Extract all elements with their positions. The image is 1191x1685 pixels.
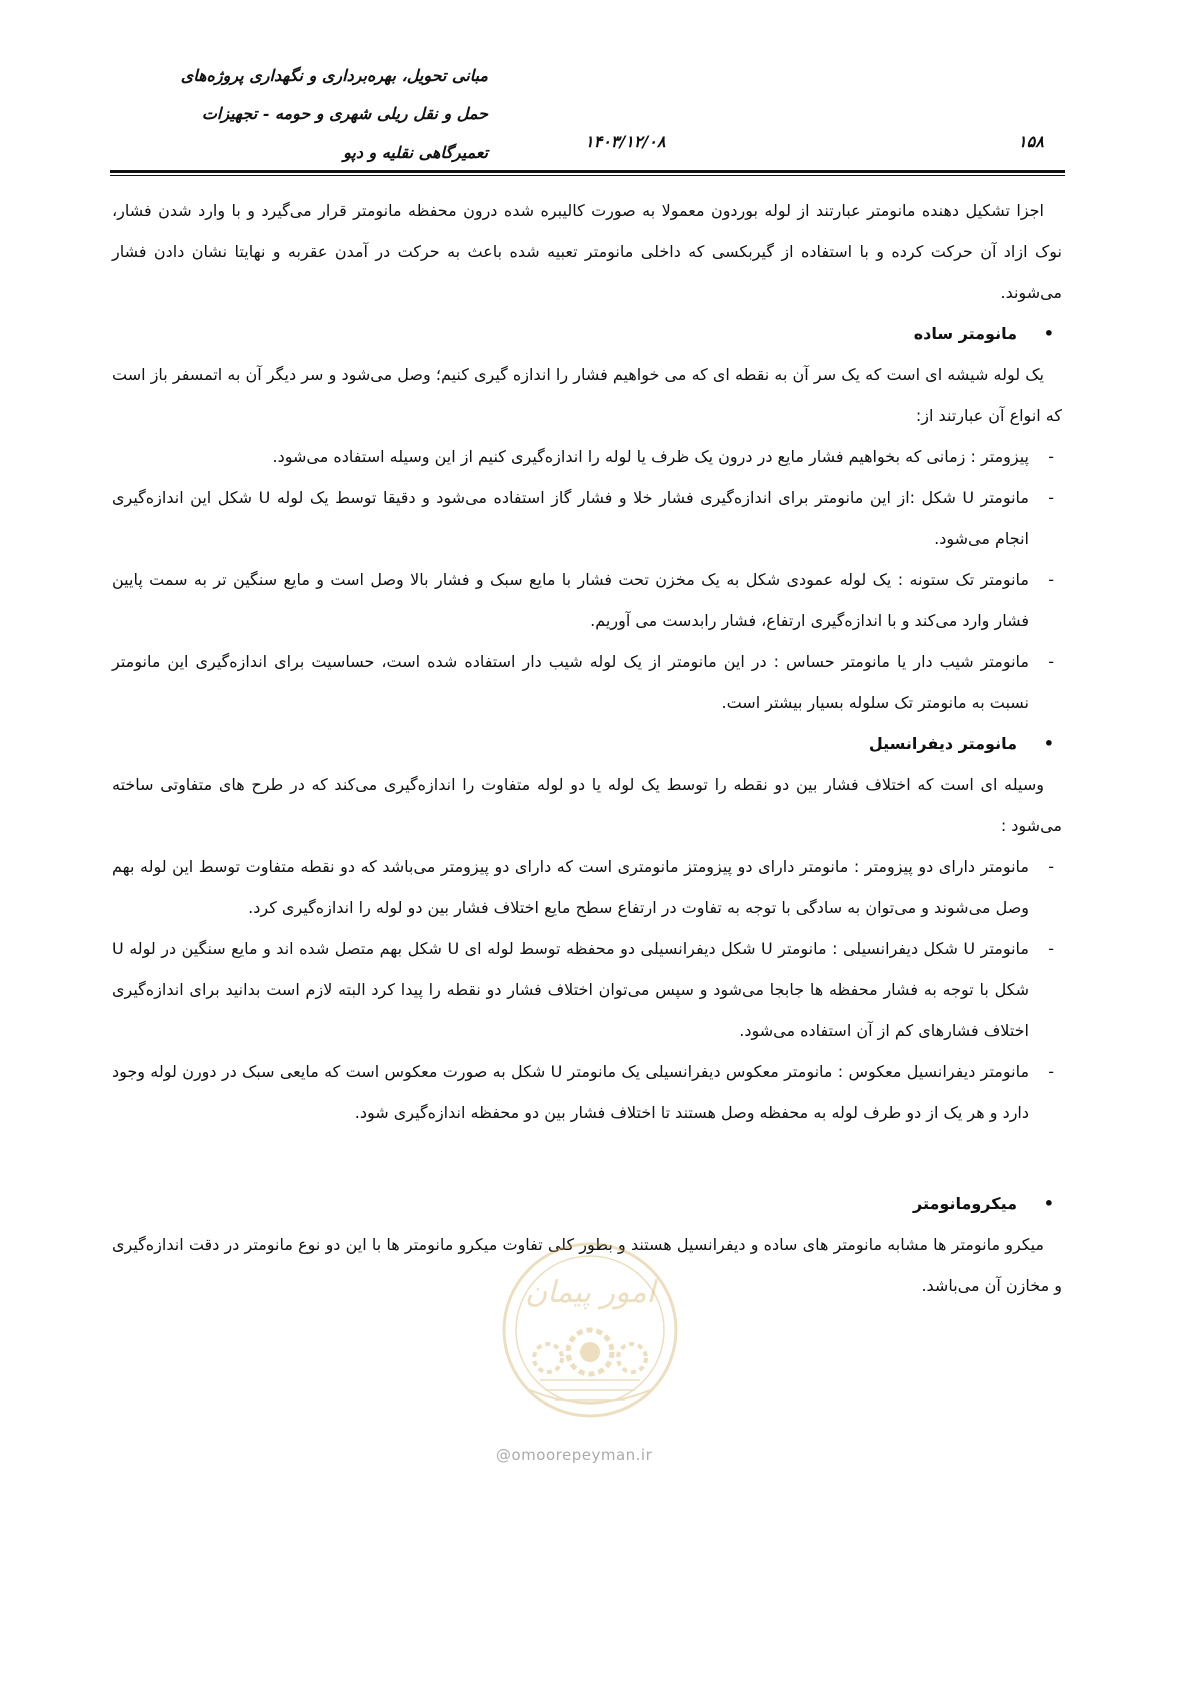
page-number: ۱۵۸ [1018, 132, 1044, 151]
dash-icon: - [1048, 857, 1054, 876]
dash-icon: - [1048, 652, 1054, 671]
list-item [112, 846, 1062, 928]
list-item-text: پیزومتر : زمانی که بخواهیم فشار مایع در درون یک ظرف یا لوله را اندازه‌گیری کنیم از این وسیله استفاده می‌شود. [272, 447, 1029, 466]
bullet-icon: • [1043, 1194, 1054, 1213]
list-item [112, 641, 1062, 723]
list-item-text: مانومتر دیفرانسیل معکوس : مانومتر معکوس دیفرانسیلی یک مانومتر U شکل به صورت معکوس است که مایعی سبک در دورن لوله وجود دارد و هر یک از دو طرف لوله به محفظه وصل هستند تا اختلاف فشار بین دو محفظه اندازه‌گیری شود. [112, 1062, 1030, 1122]
watermark-logo-label: امور پیمان [525, 1275, 655, 1310]
list-item [112, 1051, 1062, 1133]
list-item-text: مانومتر دارای دو پیزومتر : مانومتر دارای دو پیزومتز مانومتری است که دارای دو پیزومتر می‌باشد که دو نقطه متفاوت توسط این لوله بهم وصل می‌شوند و می‌توان به سادگی با توجه به تفاوت در ارتفاع سطح مایع اختلاف فشار بین دو لوله را اندازه‌گیری کرد. [112, 857, 1029, 917]
dash-icon: - [1048, 939, 1054, 958]
list-item-text: مانومتر U شکل :از این مانومتر برای اندازه‌گیری فشار خلا و فشار گاز استفاده می‌شود و دقیقا توسط یک لوله U شکل این اندازه‌گیری انجام می‌شود. [112, 488, 1030, 548]
spacer [112, 1133, 1062, 1183]
section-heading-text: مانومتر دیفرانسیل [868, 734, 1017, 753]
section-heading-differential-manometer [112, 723, 1062, 764]
dash-icon: - [1048, 447, 1054, 466]
header-title-line-2: حمل و نقل ریلی شهری و حومه - تجهیزات [201, 104, 488, 123]
list-item [112, 436, 1062, 477]
list-item [112, 928, 1062, 1051]
header-title-line-3: تعمیرگاهی نقلیه و دپو [343, 143, 488, 162]
section-heading-text: میکرومانومتر [913, 1194, 1017, 1213]
section-paragraph: میکرو مانومتر ها مشابه مانومتر های ساده و دیفرانسیل هستند و بطور کلی تفاوت میکرو مانومتر ها با این دو نوع مانومتر در دقت اندازه‌گیری و مخازن آن می‌باشد. [112, 1235, 1062, 1295]
section-paragraph: وسیله ای است که اختلاف فشار بین دو نقطه را توسط یک لوله یا دو لوله متفاوت را اندازه‌گیری می‌کند که در طرح های متفاوتی ساخته می‌شود : [112, 775, 1062, 835]
header-rule-thick [110, 170, 1065, 173]
header-rule-thin [110, 175, 1065, 176]
header-title-line-1: مبانی تحویل، بهره‌برداری و نگهداری پروژه‌های [180, 66, 488, 85]
list-item [112, 477, 1062, 559]
section-heading-micromanometer [112, 1183, 1062, 1224]
dash-icon: - [1048, 1062, 1054, 1081]
watermark-site: @omoorepeyman.ir [496, 1446, 653, 1464]
dash-icon: - [1048, 488, 1054, 507]
section-heading-simple-manometer [112, 313, 1062, 354]
bullet-icon: • [1043, 734, 1054, 753]
list-item-text: مانومتر شیب دار یا مانومتر حساس : در این مانومتر از یک لوله شیب دار استفاده شده است، حساسیت برای اندازه‌گیری این مانومتر نسبت به مانومتر تک سلوله بسیار بیشتر است. [112, 652, 1029, 712]
document-body [112, 190, 1062, 1306]
watermark-logo-text [500, 1240, 680, 1420]
list-item-text: مانومتر تک ستونه : یک لوله عمودی شکل به یک مخزن تحت فشار با مایع سبک و فشار بالا وصل است و مایع سنگین تر به سمت پایین فشار وارد می‌کند و با اندازه‌گیری ارتفاع، فشار رابدست می آوریم. [112, 570, 1029, 630]
section-paragraph: یک لوله شیشه ای است که یک سر آن به نقطه ای که می خواهیم فشار را اندازه گیری کنیم؛ وصل می‌شود و سر دیگر آن به اتمسفر باز است که انواع آن عبارتند از: [112, 365, 1062, 425]
header-date: ۱۴۰۳/۱۲/۰۸ [585, 132, 666, 151]
bullet-icon: • [1043, 324, 1054, 343]
list-item-text: مانومتر U شکل دیفرانسیلی : مانومتر U شکل دیفرانسیلی دو محفظه توسط لوله ای U شکل بهم متصل شده اند و مایع سنگین در لوله U شکل با توجه به فشار محفظه ها جابجا می‌شود و سپس می‌توان اختلاف فشار دو نقطه را پیدا کرد البته لازم است بدانید برای اندازه‌گیری اختلاف فشارهای کم از آن استفاده می‌شود. [112, 939, 1030, 1040]
intro-paragraph: اجزا تشکیل دهنده مانومتر عبارتند از لوله بوردون معمولا به صورت کالیبره شده درون محفظه مانومتر قرار می‌گیرد و با وارد شدن فشار، نوک ازاد آن حرکت کرده و با استفاده از گیربکسی که داخلی مانومتر تعبیه شده باعث به حرکت در آمدن عقربه و نهایتا نشان دادن فشار می‌شوند. [112, 201, 1062, 302]
list-item [112, 559, 1062, 641]
section-heading-text: مانومتر ساده [913, 324, 1017, 343]
dash-icon: - [1048, 570, 1054, 589]
